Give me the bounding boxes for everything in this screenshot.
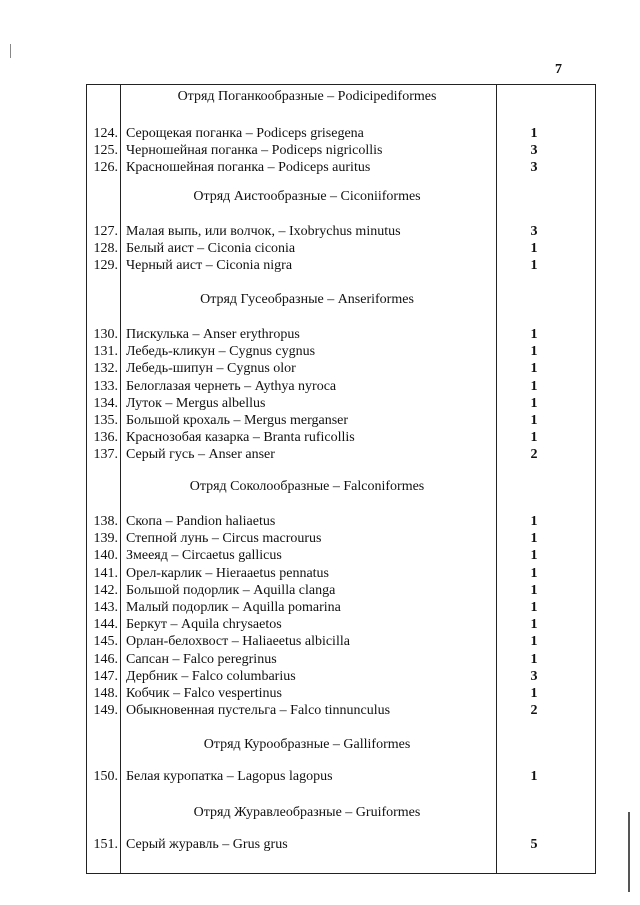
species-name: Кобчик – Falco vespertinus xyxy=(126,686,282,701)
species-name: Змееяд – Circaetus gallicus xyxy=(126,548,282,564)
species-number: 149. xyxy=(93,703,118,719)
status-category: 1 xyxy=(530,531,538,547)
table-row xyxy=(86,668,596,685)
species-number: 126. xyxy=(93,160,118,176)
table-row xyxy=(86,768,596,785)
table-row xyxy=(86,257,596,274)
species-name: Большой крохаль – Mergus merganser xyxy=(126,413,349,428)
status-category: 1 xyxy=(530,378,538,394)
order-heading: Отряд Журавлеобразные – Gruiformes xyxy=(193,805,421,820)
species-number: 145. xyxy=(93,634,118,650)
species-name: Степной лунь – Circus macrourus xyxy=(126,531,322,547)
table-row xyxy=(86,240,596,257)
table-row xyxy=(86,530,596,547)
species-name: Лебедь-кликун – Cygnus cygnus xyxy=(126,344,316,360)
value-column-divider xyxy=(496,84,497,874)
status-category: 1 xyxy=(530,514,538,529)
species-number: 150. xyxy=(93,769,118,784)
table-row xyxy=(86,326,596,343)
table-row xyxy=(86,395,596,412)
table-top-border xyxy=(86,84,596,85)
status-category: 3 xyxy=(530,224,538,239)
status-category: 1 xyxy=(530,582,538,598)
table-right-border xyxy=(595,84,596,874)
species-name: Серый гусь – Anser anser xyxy=(126,447,275,463)
status-category: 3 xyxy=(530,143,538,159)
species-name: Краснозобая казарка – Branta ruficollis xyxy=(126,430,355,446)
species-number: 147. xyxy=(93,668,118,684)
species-name: Орлан-белохвост – Haliaeetus albicilla xyxy=(126,634,350,650)
species-number: 127. xyxy=(93,224,118,239)
species-number: 133. xyxy=(93,378,118,394)
table-row xyxy=(86,343,596,360)
status-category: 1 xyxy=(530,565,538,581)
table-row xyxy=(86,633,596,650)
status-category: 3 xyxy=(530,668,538,684)
table-row xyxy=(86,599,596,616)
table-row xyxy=(86,547,596,564)
status-category: 1 xyxy=(530,548,538,564)
table-bottom-border xyxy=(86,873,596,874)
table-row xyxy=(86,685,596,702)
table-row xyxy=(86,446,596,463)
species-number: 134. xyxy=(93,395,118,411)
status-category: 1 xyxy=(530,395,538,411)
table-row xyxy=(86,429,596,446)
species-name: Серощекая поганка – Podiceps grisegena xyxy=(126,126,364,141)
species-name: Скопа – Pandion haliaetus xyxy=(126,514,276,529)
status-category: 1 xyxy=(530,361,538,377)
table-left-border xyxy=(86,84,87,874)
table-row xyxy=(86,651,596,668)
species-number: 129. xyxy=(93,258,118,274)
species-name: Лебедь-шипун – Cygnus olor xyxy=(126,361,296,377)
species-number: 139. xyxy=(93,531,118,547)
species-number: 141. xyxy=(93,565,118,581)
table-row xyxy=(86,582,596,599)
order-heading: Отряд Курообразные – Galliformes xyxy=(203,737,411,752)
species-name: Красношейная поганка – Podiceps auritus xyxy=(126,160,371,176)
status-category: 1 xyxy=(530,344,538,360)
status-category: 5 xyxy=(530,837,538,852)
status-category: 1 xyxy=(530,634,538,650)
table-row xyxy=(86,836,596,853)
status-category: 1 xyxy=(530,430,538,446)
status-category: 2 xyxy=(530,447,538,463)
status-category: 1 xyxy=(530,258,538,274)
species-number: 132. xyxy=(93,361,118,377)
page-number: 7 xyxy=(555,62,562,77)
species-number: 128. xyxy=(93,241,118,257)
table-row xyxy=(86,702,596,719)
species-number: 140. xyxy=(93,548,118,564)
species-name: Белый аист – Ciconia ciconia xyxy=(126,241,296,257)
status-category: 1 xyxy=(530,327,538,342)
species-name: Белоглазая чернеть – Aythya nyroca xyxy=(126,378,337,394)
species-number: 138. xyxy=(93,514,118,529)
species-number: 124. xyxy=(93,126,118,141)
species-name: Малая выпь, или волчок, – Ixobrychus minutus xyxy=(126,224,401,239)
species-name: Сапсан – Falco peregrinus xyxy=(126,651,277,667)
species-number: 146. xyxy=(93,651,118,667)
margin-mark xyxy=(10,44,11,58)
species-name: Пискулька – Anser erythropus xyxy=(126,327,300,342)
status-category: 1 xyxy=(530,686,538,701)
status-category: 1 xyxy=(530,651,538,667)
status-category: 1 xyxy=(530,126,538,141)
species-name: Малый подорлик – Aquilla pomarina xyxy=(126,600,341,615)
species-number: 136. xyxy=(93,430,118,446)
species-number: 144. xyxy=(93,617,118,633)
status-category: 1 xyxy=(530,617,538,633)
order-heading: Отряд Аистообразные – Ciconiiformes xyxy=(193,189,421,204)
table-row xyxy=(86,616,596,633)
species-number: 125. xyxy=(93,143,118,159)
status-category: 3 xyxy=(530,160,538,176)
species-number: 137. xyxy=(93,447,118,463)
table-row xyxy=(86,412,596,429)
margin-mark xyxy=(628,812,630,892)
species-name: Беркут – Aquila chrysaetos xyxy=(126,617,282,633)
status-category: 1 xyxy=(530,241,538,257)
table-row xyxy=(86,142,596,159)
species-name: Дербник – Falco columbarius xyxy=(126,668,296,684)
species-table xyxy=(86,84,596,874)
table-row xyxy=(86,378,596,395)
status-category: 1 xyxy=(530,413,538,428)
species-name: Серый журавль – Grus grus xyxy=(126,837,288,852)
species-name: Черношейная поганка – Podiceps nigricollis xyxy=(126,143,383,159)
species-number: 143. xyxy=(93,600,118,615)
species-number: 135. xyxy=(93,413,118,428)
species-number: 130. xyxy=(93,327,118,342)
species-number: 131. xyxy=(93,344,118,360)
table-row xyxy=(86,513,596,530)
species-name: Белая куропатка – Lagopus lagopus xyxy=(126,769,333,784)
species-name: Орел-карлик – Hieraaetus pennatus xyxy=(126,565,329,581)
status-category: 1 xyxy=(530,769,538,784)
table-row xyxy=(86,125,596,142)
species-number: 148. xyxy=(93,686,118,701)
table-row xyxy=(86,565,596,582)
species-name: Черный аист – Ciconia nigra xyxy=(126,258,293,274)
status-category: 1 xyxy=(530,600,538,615)
species-name: Обыкновенная пустельга – Falco tinnunculus xyxy=(126,703,391,719)
species-number: 142. xyxy=(93,582,118,598)
species-number: 151. xyxy=(93,837,118,852)
order-heading: Отряд Соколообразные – Falconiformes xyxy=(189,479,425,494)
table-row xyxy=(86,360,596,377)
status-category: 2 xyxy=(530,703,538,719)
species-name: Луток – Mergus albellus xyxy=(126,395,266,411)
order-heading: Отряд Поганкообразные – Podicipediformes xyxy=(177,89,437,104)
species-name: Большой подорлик – Aquilla clanga xyxy=(126,582,336,598)
table-row xyxy=(86,159,596,176)
order-heading: Отряд Гусеобразные – Anseriformes xyxy=(200,292,414,307)
table-row xyxy=(86,223,596,240)
